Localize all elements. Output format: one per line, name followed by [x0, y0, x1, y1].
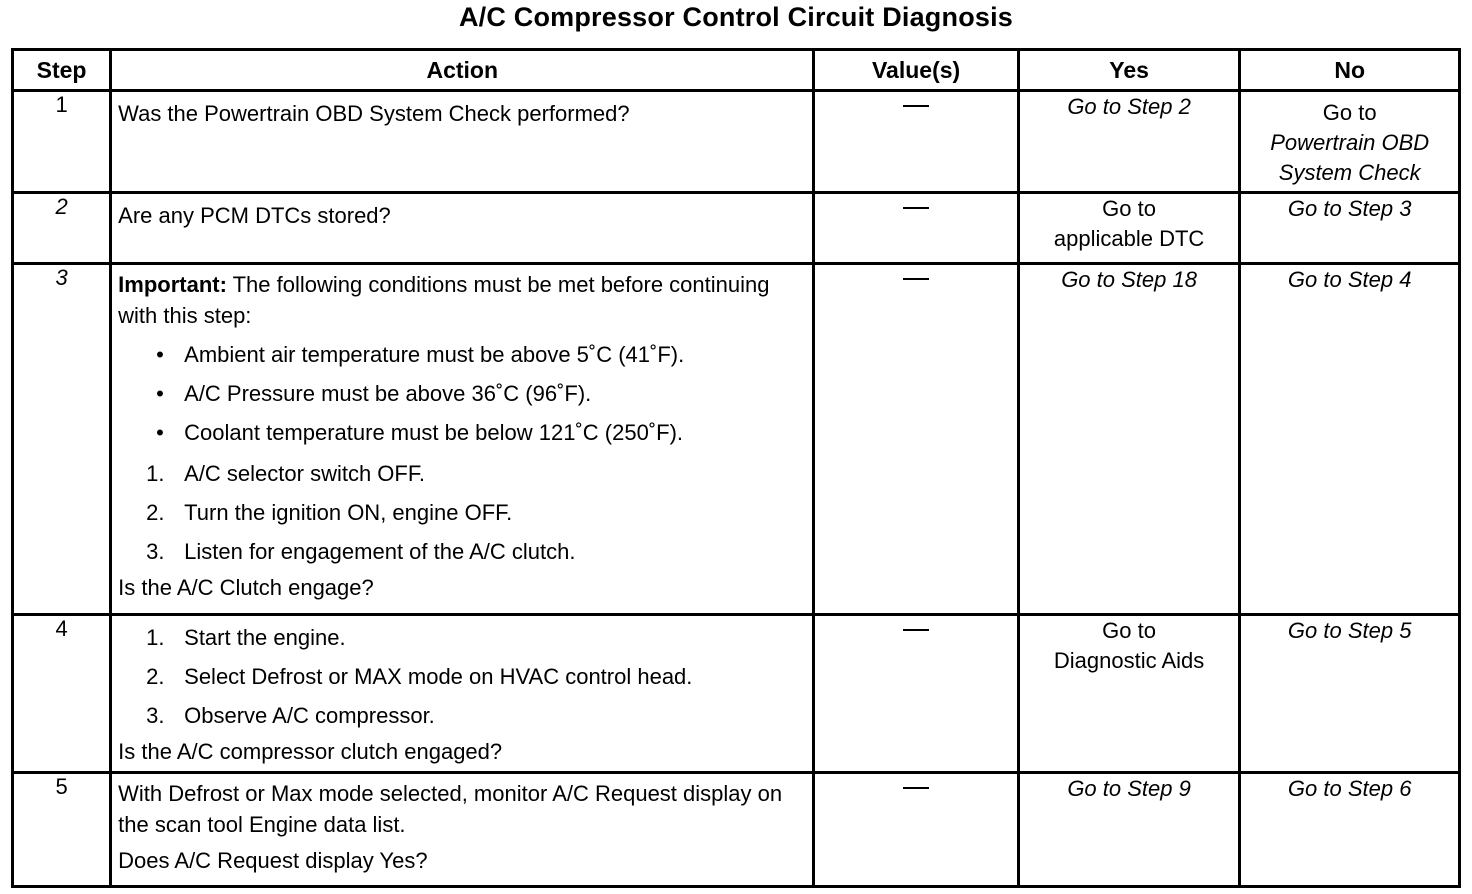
- step-number: 5: [13, 773, 111, 887]
- list-item: 2. Select Defrost or MAX mode on HVAC control head.: [146, 664, 693, 689]
- list-item: • Coolant temperature must be below 121˚C (250˚F).: [156, 420, 684, 445]
- list-item: 1. Start the engine.: [146, 625, 346, 650]
- action-cell: [111, 193, 814, 264]
- value-cell: [814, 615, 1018, 773]
- yes-line: Diagnostic Aids: [1053, 648, 1205, 673]
- value-cell: [814, 193, 1018, 264]
- page-title: A/C Compressor Control Circuit Diagnosis: [458, 2, 1014, 32]
- value-cell: [814, 91, 1018, 193]
- header-step: Step: [13, 50, 111, 91]
- no-cell: Go to Step 6: [1240, 773, 1460, 887]
- list-item: 1. A/C selector switch OFF.: [146, 461, 425, 486]
- step-number: 4: [13, 615, 111, 773]
- action-question: Is the A/C compressor clutch engaged?: [118, 739, 503, 764]
- action-cell: [111, 91, 814, 193]
- header-yes: Yes: [1018, 50, 1240, 91]
- yes-cell: [1018, 193, 1240, 264]
- dash-mark: [903, 278, 929, 280]
- list-item: • A/C Pressure must be above 36˚C (96˚F).: [156, 381, 592, 406]
- yes-cell: [1018, 615, 1240, 773]
- header-row: [13, 50, 1460, 91]
- diagnosis-table: [11, 48, 1461, 888]
- list-item: 3. Listen for engagement of the A/C clutch.: [146, 539, 576, 564]
- table-row: [13, 615, 1460, 773]
- action-question: Does A/C Request display Yes?: [118, 848, 428, 873]
- header-values: Value(s): [814, 50, 1018, 91]
- table-row: [13, 264, 1460, 615]
- table-row: [13, 193, 1460, 264]
- list-item: 3. Observe A/C compressor.: [146, 703, 435, 728]
- procedure-list: [118, 618, 804, 735]
- dash-mark: [903, 105, 929, 107]
- important-label: Important:: [118, 272, 227, 297]
- dash-mark: [903, 629, 929, 631]
- action-cell: [111, 264, 814, 615]
- step-number: 1: [13, 91, 111, 193]
- yes-cell: Go to Step 18: [1018, 264, 1240, 615]
- list-item: • Ambient air temperature must be above 5˚C (41˚F).: [156, 342, 685, 367]
- procedure-list: [118, 454, 804, 571]
- important-text: The following conditions must be met before continuing with this step:: [118, 272, 770, 328]
- yes-line: Go to: [1102, 618, 1156, 643]
- no-cell: [1240, 91, 1460, 193]
- no-link: Powertrain OBD: [1270, 130, 1430, 155]
- value-cell: [814, 773, 1018, 887]
- table-row: [13, 773, 1460, 887]
- header-no: No: [1240, 50, 1460, 91]
- action-text: Are any PCM DTCs stored?: [118, 203, 391, 228]
- yes-cell: Go to Step 2: [1018, 91, 1240, 193]
- yes-cell: Go to Step 9: [1018, 773, 1240, 887]
- table-row: [13, 91, 1460, 193]
- no-line: Go to: [1322, 100, 1377, 125]
- dash-mark: [903, 207, 929, 209]
- list-item: 2. Turn the ignition ON, engine OFF.: [146, 500, 513, 525]
- value-cell: [814, 264, 1018, 615]
- condition-list: [118, 335, 804, 452]
- header-action: Action: [111, 50, 814, 91]
- yes-line: Go to: [1102, 196, 1156, 221]
- no-cell: Go to Step 4: [1240, 264, 1460, 615]
- dash-mark: [903, 787, 929, 789]
- action-cell: [111, 615, 814, 773]
- action-question: Is the A/C Clutch engage?: [118, 575, 374, 600]
- action-text: Was the Powertrain OBD System Check performed?: [118, 101, 630, 126]
- step-number: 3: [13, 264, 111, 615]
- step-number: 2: [13, 193, 111, 264]
- action-cell: [111, 773, 814, 887]
- no-cell: Go to Step 3: [1240, 193, 1460, 264]
- yes-line: applicable DTC: [1053, 226, 1205, 251]
- no-link: System Check: [1278, 160, 1421, 185]
- action-text: With Defrost or Max mode selected, monitor A/C Request display on the scan tool Engine data list.: [118, 781, 783, 837]
- no-cell: Go to Step 5: [1240, 615, 1460, 773]
